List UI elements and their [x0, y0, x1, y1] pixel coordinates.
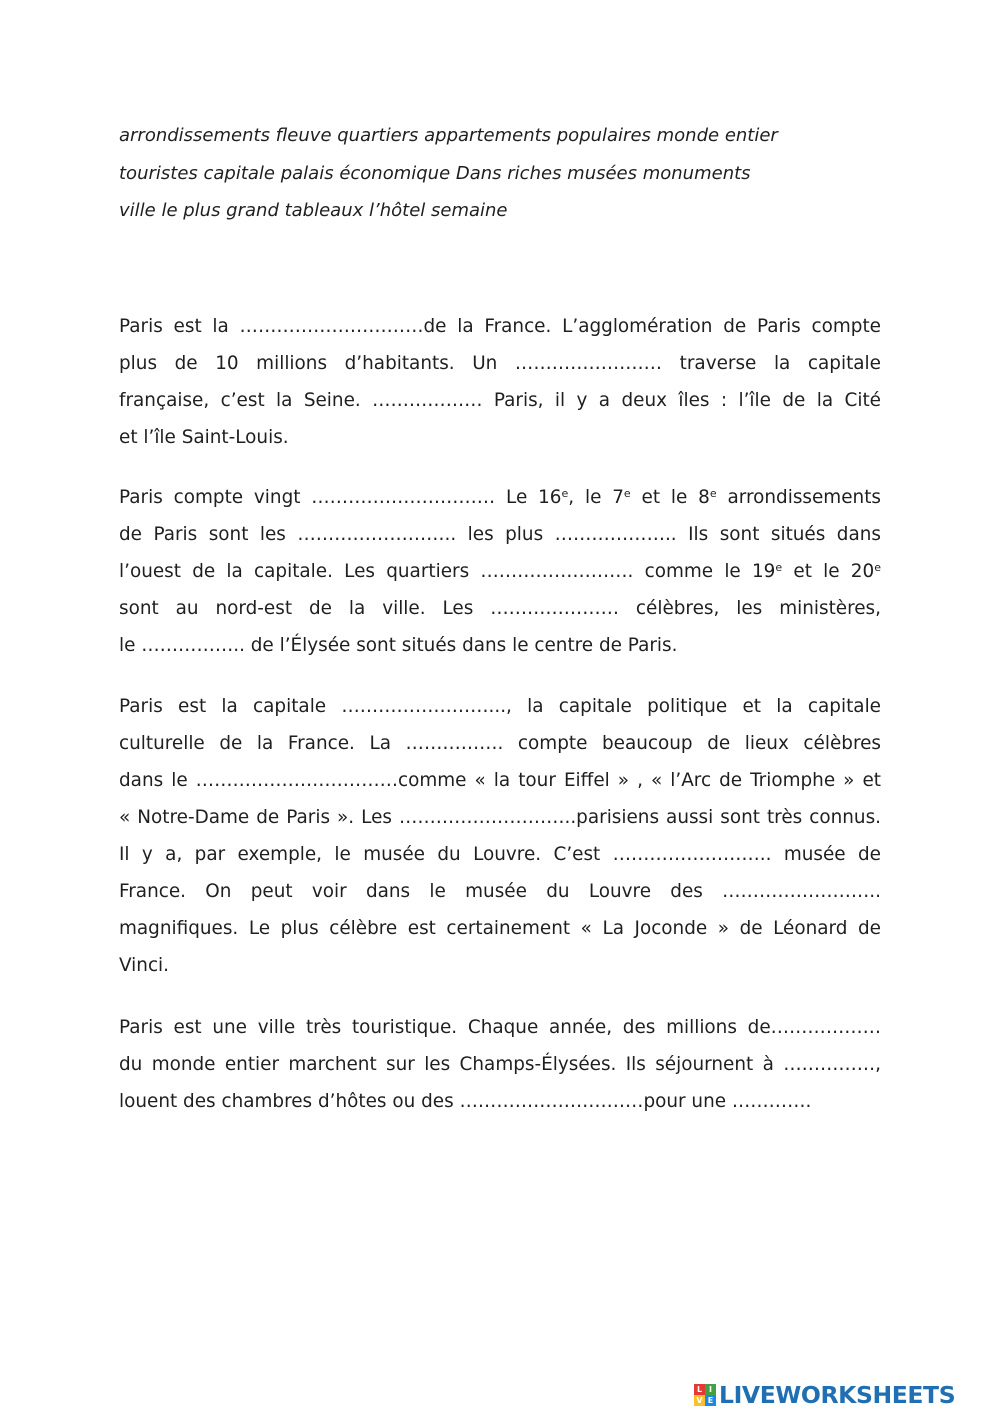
paragraph-line: sont au nord-est de la ville. Les ………………… célèbres, les ministères,	[119, 598, 881, 619]
paragraph-line: « Notre-Dame de Paris ». Les ………………………..parisiens aussi sont très connus.	[119, 807, 881, 828]
line-segment: Paris compte vingt ………………………… Le 16	[119, 487, 562, 508]
paragraph-4	[119, 1009, 881, 1120]
logo-block: E	[705, 1395, 716, 1406]
line-segment: , le 7	[568, 487, 624, 508]
paragraph-line: du monde entier marchent sur les Champs-Élysées. Ils séjournent à ……………,	[119, 1054, 881, 1075]
paragraph-line: de Paris sont les …………………….. les plus ……………….. Ils sont situés dans	[119, 524, 881, 545]
superscript: e	[623, 487, 631, 500]
paragraph-line: Paris est la …………………………de la France. L’agglomération de Paris compte	[119, 316, 881, 337]
paragraph-line	[119, 345, 881, 382]
word-bank-line: arrondissements fleuve quartiers appartements populaires monde entier	[119, 125, 778, 146]
logo-block: V	[694, 1395, 705, 1406]
paragraph-line: Paris est la capitale ……………………..., la capitale politique et la capitale	[119, 696, 881, 717]
paragraph-line: louent des chambres d’hôtes ou des …………………………pour une ………….	[119, 1091, 812, 1112]
paragraph-line: Il y a, par exemple, le musée du Louvre. C’est …………………….. musée de	[119, 844, 881, 865]
paragraph-line: Paris est une ville très touristique. Chaque année, des millions de………………	[119, 1017, 881, 1038]
word-bank-line: ville le plus grand tableaux l’hôtel semaine	[119, 200, 508, 221]
paragraph-line: culturelle de la France. La ……………. compte beaucoup de lieux célèbres	[119, 733, 881, 754]
paragraph-line: dans le ……………………………comme « la tour Eiffel » , « l’Arc de Triomphe » et	[119, 770, 881, 791]
superscript: e	[709, 487, 717, 500]
word-bank	[119, 117, 879, 230]
logo-block: I	[705, 1384, 716, 1395]
paragraph-line: le …………….. de l’Élysée sont situés dans le centre de Paris.	[119, 635, 678, 656]
paragraph-line	[119, 479, 881, 516]
line-segment: et le 8	[630, 487, 710, 508]
paragraph-line: Vinci.	[119, 955, 170, 976]
paragraph-2	[119, 479, 881, 664]
paragraph-line: et l’île Saint-Louis.	[119, 427, 289, 448]
paragraph-line: France. On peut voir dans le musée du Louvre des ……………………..	[119, 881, 881, 902]
paragraph-line: française, c’est la Seine. ……………… Paris, il y a deux îles : l’île de la Cité	[119, 390, 881, 411]
superscript: e	[775, 561, 783, 574]
logo-wordmark: LIVEWORKSHEETS	[719, 1381, 956, 1409]
logo-block: L	[694, 1384, 705, 1395]
line-segment: traverse la capitale	[679, 353, 881, 374]
line-segment: et le 20	[782, 561, 875, 582]
paragraph-line	[119, 553, 881, 590]
line-segment: l’ouest de la capitale. Les quartiers ……………………. comme le 19	[119, 561, 776, 582]
word-bank-line: touristes capitale palais économique Dans riches musées monuments	[119, 162, 751, 184]
superscript: e	[874, 561, 881, 574]
line-segment: plus de 10 millions d’habitants. Un ……………………	[119, 353, 663, 374]
superscript: e	[561, 487, 569, 500]
paragraph-line: magnifiques. Le plus célèbre est certainement « La Joconde » de Léonard de	[119, 918, 881, 939]
liveworksheets-logo	[694, 1379, 955, 1411]
paragraph-1	[119, 308, 881, 456]
line-segment: arrondissements	[716, 487, 881, 508]
paragraph-3	[119, 688, 881, 984]
logo-blocks-icon	[694, 1384, 716, 1406]
